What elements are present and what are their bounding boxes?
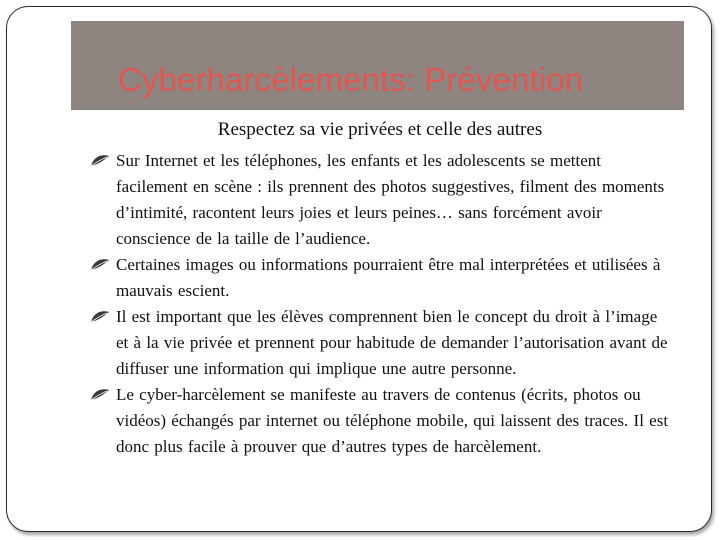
- bullet-text: Certaines images ou informations pourraient être mal interprétées et utilisées à mauvais escient.: [116, 255, 661, 300]
- leaf-bullet-icon: [90, 388, 110, 402]
- bullet-item: [90, 304, 674, 382]
- bullet-item: [90, 382, 674, 460]
- leaf-bullet-icon: [90, 154, 110, 168]
- bullet-item: [90, 252, 674, 304]
- leaf-bullet-icon: [90, 310, 110, 324]
- leaf-bullet-icon: [90, 258, 110, 272]
- slide-title: Cyberharcèlements: Prévention: [118, 61, 584, 98]
- bullet-text: Sur Internet et les téléphones, les enfants et les adolescents se mettent facilement en scène : ils prennent des photos suggestives, filment des moments d’intimité, racontent leurs joies et leurs peines… sans forcément avoir conscience de la taille de l’audience.: [116, 151, 665, 248]
- bullet-item: [90, 148, 674, 252]
- slide-subtitle: Respectez sa vie privées et celle des autres: [217, 119, 543, 140]
- bullet-text: Le cyber-harcèlement se manifeste au travers de contenus (écrits, photos ou vidéos) échangés par internet ou téléphone mobile, qui laissent des traces. Il est donc plus facile à prouver que d’autres types de harcèlement.: [116, 385, 669, 456]
- bullet-text: Il est important que les élèves comprennent bien le concept du droit à l’image et à la vie privée et prennent pour habitude de demander l’autorisation avant de diffuser une information qui implique une autre personne.: [116, 307, 668, 378]
- bullet-list: [90, 148, 674, 460]
